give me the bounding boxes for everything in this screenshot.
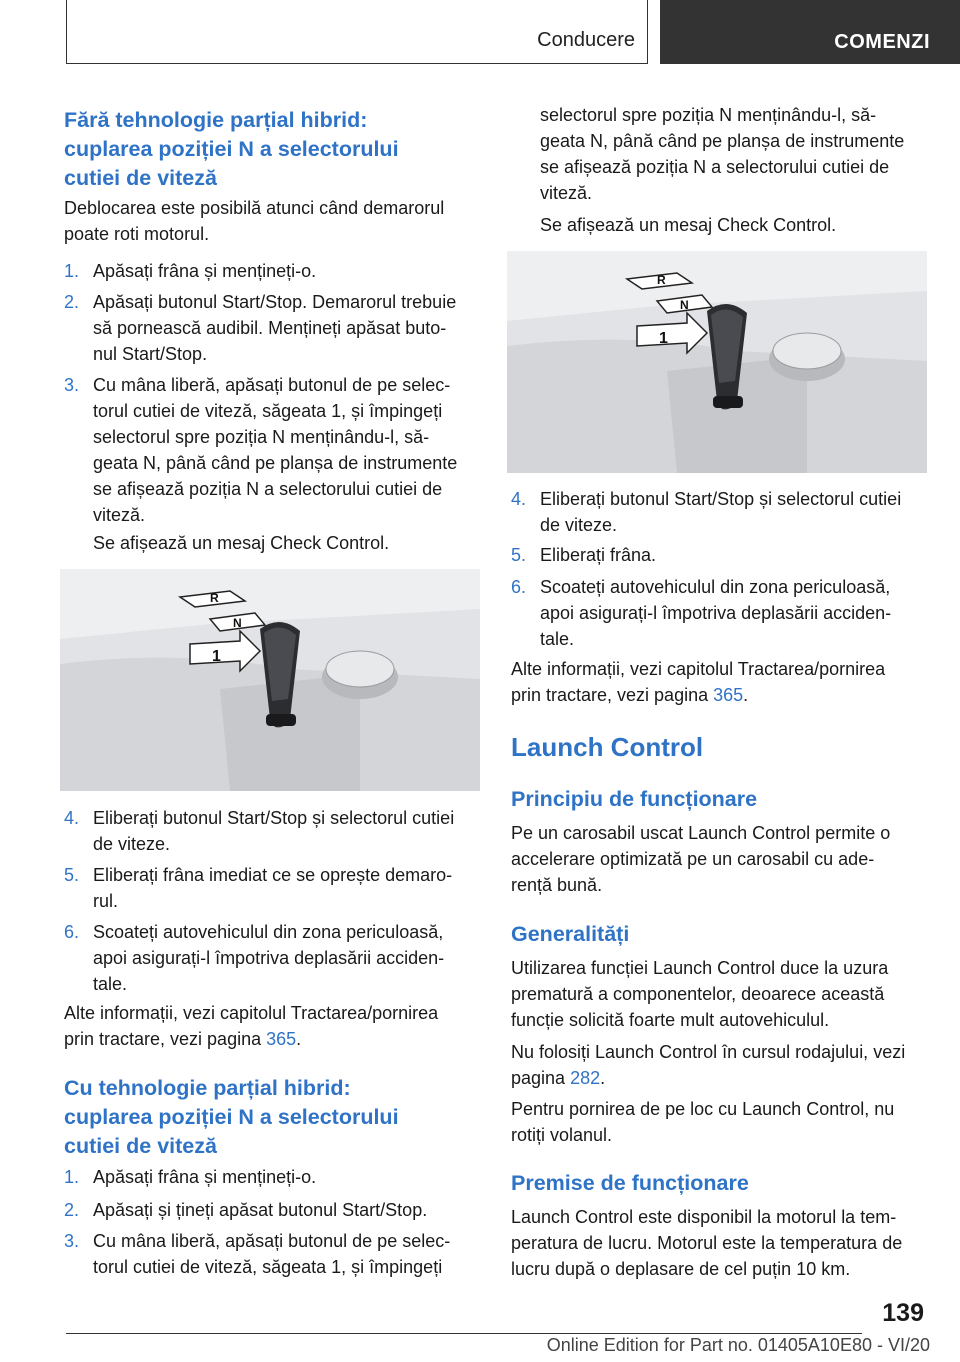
- intro-text: Deblocarea este posibilă atunci când demarorul poate roti motorul.: [64, 198, 445, 244]
- svg-text:1: 1: [659, 330, 668, 347]
- svg-text:N: N: [233, 616, 242, 630]
- heading-without-hybrid: Fără tehnologie parțial hibrid: cuplarea poziției N a selectorului cutiei de viteză: [64, 108, 399, 190]
- list-item: 1. Apăsați frâna și mențineți-o.: [64, 261, 317, 281]
- list-item: 2. Apăsați și țineți apăsat butonul Start/Stop.: [64, 1200, 428, 1220]
- list-item: 4. Eliberați butonul Start/Stop și selectorul cutiei de viteze.: [64, 808, 455, 854]
- list-item: 2. Apăsați butonul Start/Stop. Demarorul trebuie să pornească audibil. Mențineți apăsat buto- nul Start/Stop.: [64, 292, 457, 364]
- gear-selector-illustration: [60, 569, 480, 791]
- list-item: 3. Cu mâna liberă, apăsați butonul de pe selec- torul cutiei de viteză, săgeata 1, și împingeți selectorul spre poziția N menținându-l, să- geata N, până când pe planșa de instrumente se afișează poziția N a selectorului cutiei de viteză.: [64, 375, 458, 525]
- list-item: 1. Apăsați frâna și mențineți-o.: [64, 1167, 317, 1187]
- principle-heading: Principiu de funcționare: [511, 787, 758, 811]
- principle-text: Pe un carosabil uscat Launch Control permite o accelerare optimizată pe un carosabil cu ade- rență bună.: [511, 823, 891, 895]
- general-text-1: Utilizarea funcției Launch Control duce la uzura prematură a componentelor, deoarece această funcție solicită foarte mult autovehiculul.: [511, 958, 889, 1030]
- svg-text:R: R: [210, 591, 219, 605]
- page-number: 139: [882, 1299, 924, 1327]
- general-text-3: Pentru pornirea de pe loc cu Launch Control, nu rotiți volanul.: [511, 1099, 895, 1145]
- page-link[interactable]: 365: [266, 1029, 297, 1049]
- gear-selector-image: [60, 569, 480, 791]
- header-chapter: Conducere: [537, 29, 635, 51]
- more-info-text: Alte informații, vezi capitolul Tractarea/pornirea prin tractare, vezi pagina 365.: [511, 659, 886, 705]
- gear-selector-illustration: [507, 251, 927, 473]
- list-item: 6. Scoateți autovehiculul din zona periculoasă, apoi asigurați-l împotriva deplasării acciden- tale.: [64, 922, 445, 994]
- svg-text:N: N: [680, 298, 689, 312]
- check-control-note: Se afișează un mesaj Check Control.: [540, 215, 837, 235]
- premise-heading: Premise de funcționare: [511, 1171, 749, 1195]
- header-section-tab: [660, 0, 960, 64]
- page-link[interactable]: 282: [570, 1068, 601, 1088]
- premise-text: Launch Control este disponibil la motorul la tem- peratura de lucru. Motorul este la temperatura de lucru după o deplasare de cel puțin 10 km.: [511, 1207, 903, 1279]
- launch-control-title: Launch Control: [511, 732, 704, 762]
- list-item: 6. Scoateți autovehiculul din zona periculoasă, apoi asigurați-l împotriva deplasării acciden- tale.: [511, 577, 892, 649]
- header-section: COMENZI: [834, 31, 930, 53]
- general-text-2: Nu folosiți Launch Control în cursul rodajului, vezi pagina 282.: [511, 1042, 906, 1088]
- list-item: 3. Cu mâna liberă, apăsați butonul de pe selec- torul cutiei de viteză, săgeata 1, și împingeți: [64, 1231, 451, 1277]
- check-control-note: Se afișează un mesaj Check Control.: [93, 533, 390, 553]
- more-info-text: Alte informații, vezi capitolul Tractarea/pornirea prin tractare, vezi pagina 365.: [64, 1003, 439, 1049]
- gear-selector-image: [507, 251, 927, 473]
- edition-text: Online Edition for Part no. 01405A10E80 - VI/20: [546, 1335, 930, 1355]
- list-item: 5. Eliberați frâna.: [511, 545, 657, 565]
- svg-text:R: R: [657, 273, 666, 287]
- general-heading: Generalități: [511, 922, 630, 946]
- svg-text:1: 1: [212, 648, 221, 665]
- footer-divider: [66, 1333, 862, 1334]
- list-item: 4. Eliberați butonul Start/Stop și selectorul cutiei de viteze.: [511, 489, 902, 535]
- step-continuation: selectorul spre poziția N menținându-l, să- geata N, până când pe planșa de instrumente se afișează poziția N a selectorului cutiei de viteză.: [540, 105, 905, 203]
- header-chapter-box: [66, 0, 648, 64]
- heading-with-hybrid: Cu tehnologie parțial hibrid: cuplarea poziției N a selectorului cutiei de viteză: [64, 1076, 399, 1158]
- page-link[interactable]: 365: [713, 685, 744, 705]
- list-item: 5. Eliberați frâna imediat ce se oprește demaro- rul.: [64, 865, 453, 911]
